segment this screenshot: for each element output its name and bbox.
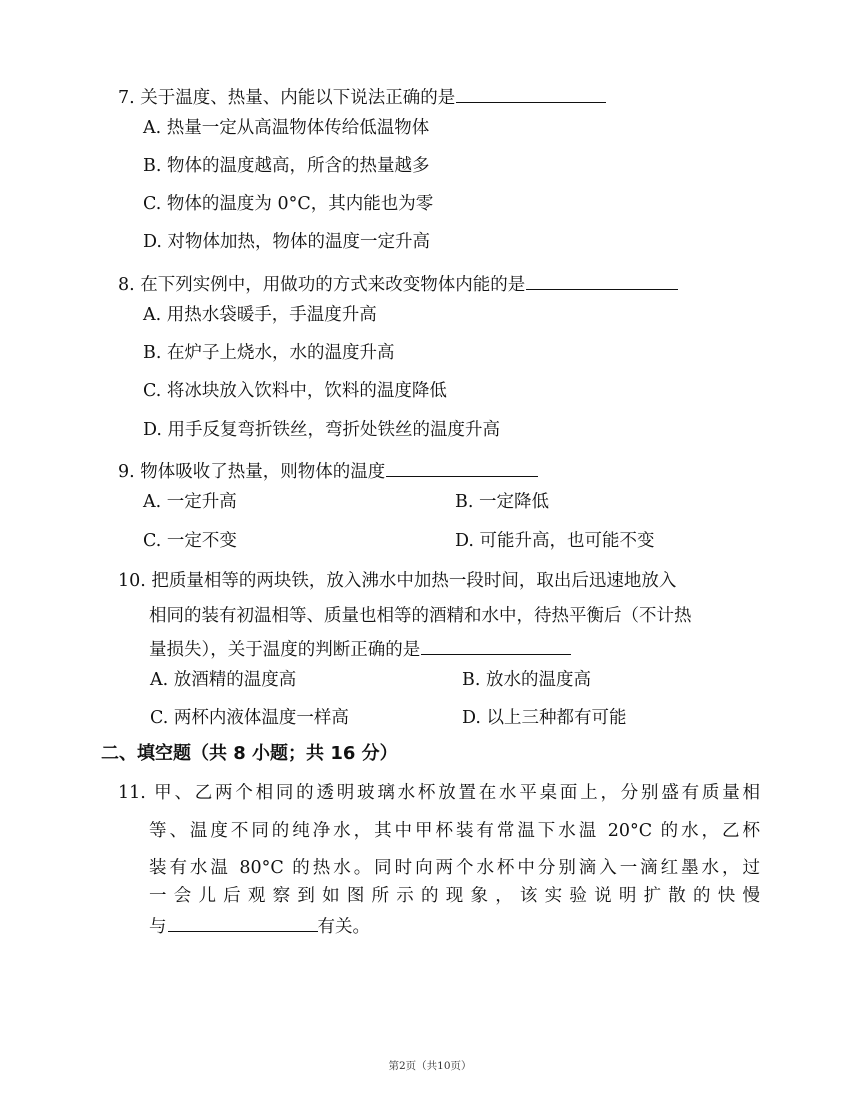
question-7-option-c: C. 物体的温度为 0°C，其内能也为零 — [143, 194, 434, 214]
question-10-option-c: C. 两杯内液体温度一样高 — [150, 708, 349, 728]
question-7-text: 7. 关于温度、热量、内能以下说法正确的是 — [118, 88, 456, 108]
question-9-option-a: A. 一定升高 — [143, 492, 237, 512]
question-9-option-d: D. 可能升高，也可能不变 — [455, 531, 655, 551]
question-11-line-2: 等、温度不同的纯净水，其中甲杯装有常温下水温 20°C 的水，乙杯 — [149, 821, 760, 841]
question-11-suffix: 有关。 — [317, 917, 370, 937]
question-7-stem — [118, 84, 606, 110]
section-heading: 二、填空题（共 8 小题；共 16 分） — [101, 743, 398, 764]
question-7-option-d: D. 对物体加热，物体的温度一定升高 — [143, 232, 431, 252]
question-10-stem-line-2: 相同的装有初温相等、质量也相等的酒精和水中，待热平衡后（不计热 — [149, 606, 692, 626]
question-9-option-c: C. 一定不变 — [143, 531, 237, 551]
question-8-option-a: A. 用热水袋暖手，手温度升高 — [143, 305, 377, 325]
question-7-option-b: B. 物体的温度越高，所含的热量越多 — [143, 156, 430, 176]
answer-blank-9 — [386, 458, 538, 477]
answer-blank-7 — [456, 84, 606, 103]
question-7-option-a: A. 热量一定从高温物体传给低温物体 — [143, 118, 430, 138]
question-8-option-b: B. 在炉子上烧水，水的温度升高 — [143, 343, 395, 363]
question-10-text-end: 量损失），关于温度的判断正确的是 — [149, 640, 421, 660]
question-10-stem-line-1: 10. 把质量相等的两块铁，放入沸水中加热一段时间，取出后迅速地放入 — [118, 571, 677, 591]
answer-blank-10 — [421, 636, 571, 655]
question-10-stem-line-3 — [149, 636, 571, 662]
answer-blank-8 — [526, 271, 678, 290]
question-9-text: 9. 物体吸收了热量，则物体的温度 — [118, 462, 386, 482]
question-8-stem — [118, 271, 678, 297]
question-11-line-3: 装有水温 80°C 的热水。同时向两个水杯中分别滴入一滴红墨水，过 — [149, 858, 760, 878]
question-8-text: 8. 在下列实例中，用做功的方式来改变物体内能的是 — [118, 275, 526, 295]
question-8-option-c: C. 将冰块放入饮料中，饮料的温度降低 — [143, 381, 447, 401]
question-11-line-4: 一会儿后观察到如图所示的现象，该实验说明扩散的快慢 — [149, 886, 760, 906]
question-11-line-1: 11. 甲、乙两个相同的透明玻璃水杯放置在水平桌面上，分别盛有质量相 — [118, 783, 760, 803]
question-10-option-b: B. 放水的温度高 — [462, 670, 591, 690]
question-11-line-5 — [149, 913, 370, 939]
question-10-option-a: A. 放酒精的温度高 — [150, 670, 297, 690]
answer-blank-11 — [168, 913, 318, 932]
question-8-option-d: D. 用手反复弯折铁丝，弯折处铁丝的温度升高 — [143, 420, 501, 440]
question-9-stem — [118, 458, 538, 484]
page-footer: 第2页（共10页） — [388, 1060, 472, 1072]
question-11-prefix: 与 — [149, 917, 167, 937]
question-9-option-b: B. 一定降低 — [455, 492, 549, 512]
question-10-option-d: D. 以上三种都有可能 — [462, 708, 627, 728]
